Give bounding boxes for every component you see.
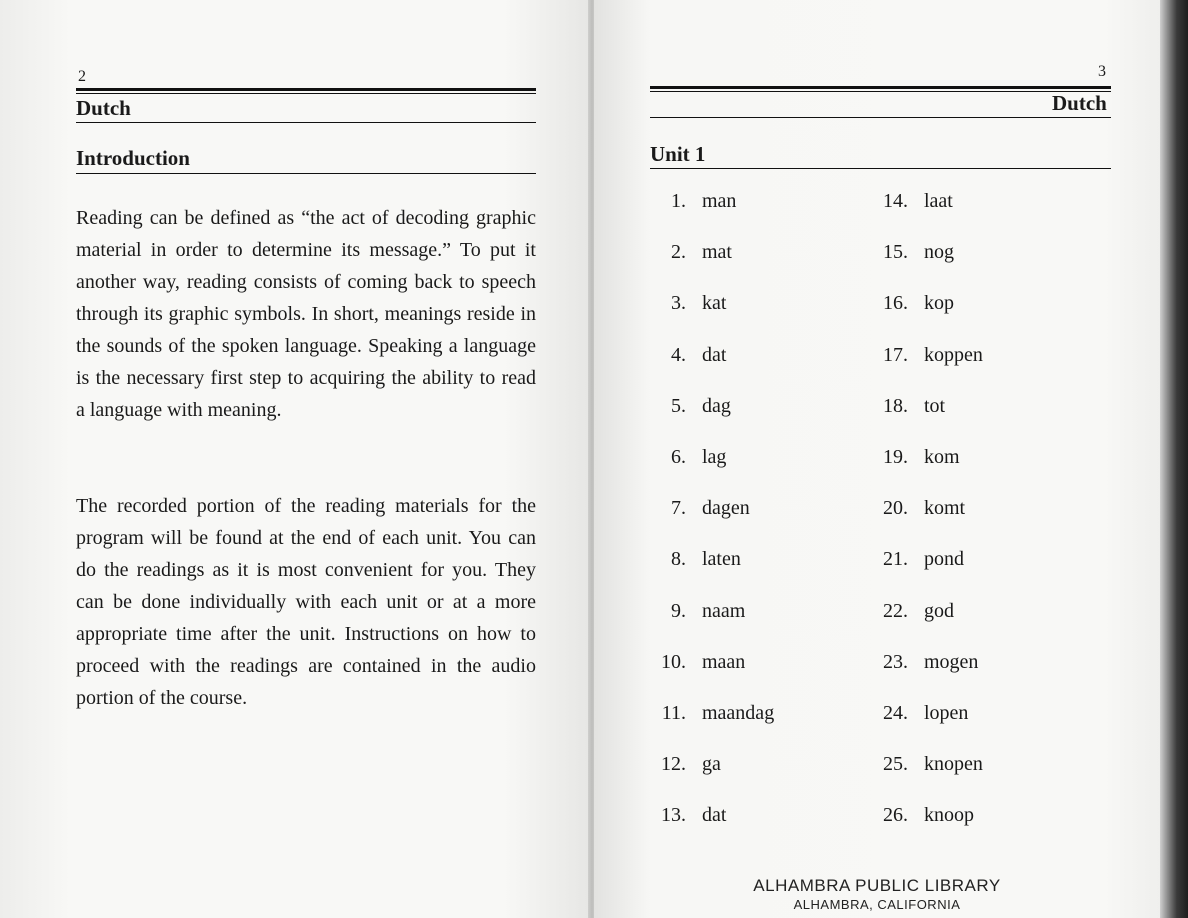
book-edge-shadow (1160, 0, 1188, 918)
word-number: 26. (883, 804, 908, 827)
section-rule-right (650, 168, 1111, 169)
word-number: 5. (671, 394, 686, 417)
dutch-word: laat (924, 190, 953, 212)
dutch-word: maandag (702, 701, 775, 724)
word-number: 11. (661, 701, 686, 724)
dutch-word: mat (702, 241, 732, 264)
dutch-word: god (924, 599, 954, 622)
word-number: 14. (883, 190, 908, 212)
header-underline-right (650, 117, 1111, 118)
dutch-word: maan (702, 650, 746, 673)
dutch-word: knopen (924, 753, 983, 776)
dutch-word: koppen (924, 343, 983, 366)
header-rule-thick-left (76, 88, 536, 91)
word-number: 2. (671, 241, 686, 264)
left-page (0, 0, 592, 918)
section-title-unit-1: Unit 1 (650, 142, 706, 166)
word-number: 19. (883, 445, 908, 468)
header-rule-thin-left (76, 93, 536, 94)
header-rule-thick-right (650, 86, 1111, 89)
word-number: 13. (661, 804, 686, 827)
word-number: 23. (883, 650, 908, 673)
word-number: 18. (883, 394, 908, 417)
word-number: 8. (671, 548, 686, 571)
dutch-word: komt (924, 497, 966, 520)
dutch-word: pond (924, 548, 964, 571)
section-rule-left (76, 173, 536, 174)
dutch-word: ga (702, 753, 721, 776)
page-number-left: 2 (78, 68, 86, 85)
dutch-word: naam (702, 599, 746, 622)
word-number: 4. (671, 343, 686, 366)
section-title-introduction: Introduction (76, 146, 190, 170)
running-header-left: Dutch (76, 96, 131, 120)
word-number: 10. (661, 650, 686, 673)
dutch-word: laten (702, 548, 741, 571)
header-underline-left (76, 122, 536, 123)
header-rule-thin-right (650, 91, 1111, 92)
intro-paragraph: The recorded portion of the reading materials for the program will be found at the end of each unit. You can do the readings as it is most convenient for you. They can be done individually with each unit or at a more appropriate time after the unit. Instructions on how to proceed with the readings are contained in the audio portion of the course. (76, 495, 536, 709)
dutch-word: kat (702, 292, 727, 315)
dutch-word: tot (924, 394, 946, 417)
word-number: 21. (883, 548, 908, 571)
dutch-word: knoop (924, 804, 974, 827)
dutch-word: dat (702, 804, 727, 827)
word-number: 17. (883, 343, 908, 366)
library-stamp-line-2: ALHAMBRA, CALIFORNIA (793, 897, 961, 912)
dutch-word: nog (924, 241, 954, 264)
word-number: 1. (671, 190, 686, 212)
word-number: 6. (671, 445, 686, 468)
word-number: 16. (883, 292, 908, 315)
word-number: 20. (883, 497, 908, 520)
library-stamp-line-1: ALHAMBRA PUBLIC LIBRARY (753, 876, 1001, 895)
dutch-word: dag (702, 394, 731, 417)
dutch-word: mogen (924, 650, 979, 673)
word-number: 15. (883, 241, 908, 264)
word-number: 7. (671, 497, 686, 520)
dutch-word: kop (924, 292, 954, 315)
dutch-word: dat (702, 343, 727, 366)
word-number: 12. (661, 753, 686, 776)
dutch-word: dagen (702, 497, 750, 520)
word-number: 25. (883, 753, 908, 776)
word-number: 22. (883, 599, 908, 622)
word-number: 24. (883, 701, 908, 724)
running-header-right: Dutch (1052, 91, 1107, 115)
dutch-word: lopen (924, 701, 969, 724)
dutch-word: lag (702, 445, 727, 468)
dutch-word: kom (924, 445, 960, 468)
intro-paragraph: Reading can be defined as “the act of decoding graphic material in order to determine its message.” To put it another way, reading consists of coming back to speech through its graphic symbols. In short, meanings reside in the sounds of the spoken language. Speaking a language is the necessary first step to acquiring the ability to read a language with meaning. (76, 207, 536, 421)
page-number-right: 3 (1098, 63, 1106, 80)
dutch-word: man (702, 190, 737, 212)
word-number: 9. (671, 599, 686, 622)
word-number: 3. (671, 292, 686, 315)
